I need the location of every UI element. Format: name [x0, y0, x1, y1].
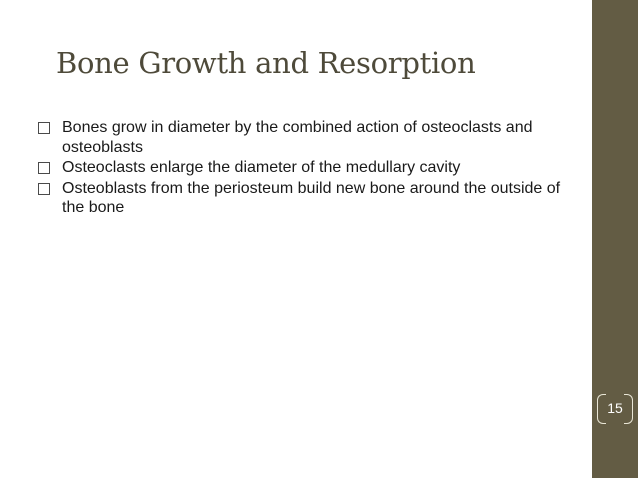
- bullet-item: [36, 179, 576, 218]
- slide-number-badge: [592, 392, 638, 426]
- square-bullet-icon: [38, 162, 50, 174]
- bullet-item: [36, 158, 576, 178]
- square-bullet-icon: [38, 183, 50, 195]
- bullet-text: Osteoclasts enlarge the diameter of the medullary cavity: [62, 159, 461, 176]
- slide-title: Bone Growth and Resorption: [56, 46, 476, 80]
- bullet-text: Bones grow in diameter by the combined action of osteoclasts and osteoblasts: [62, 119, 533, 156]
- bullet-item: [36, 118, 576, 157]
- slide-number: 15: [607, 400, 623, 416]
- bullet-text: Osteoblasts from the periosteum build new bone around the outside of the bone: [62, 179, 561, 216]
- bullet-list: [36, 118, 576, 219]
- square-bullet-icon: [38, 122, 50, 134]
